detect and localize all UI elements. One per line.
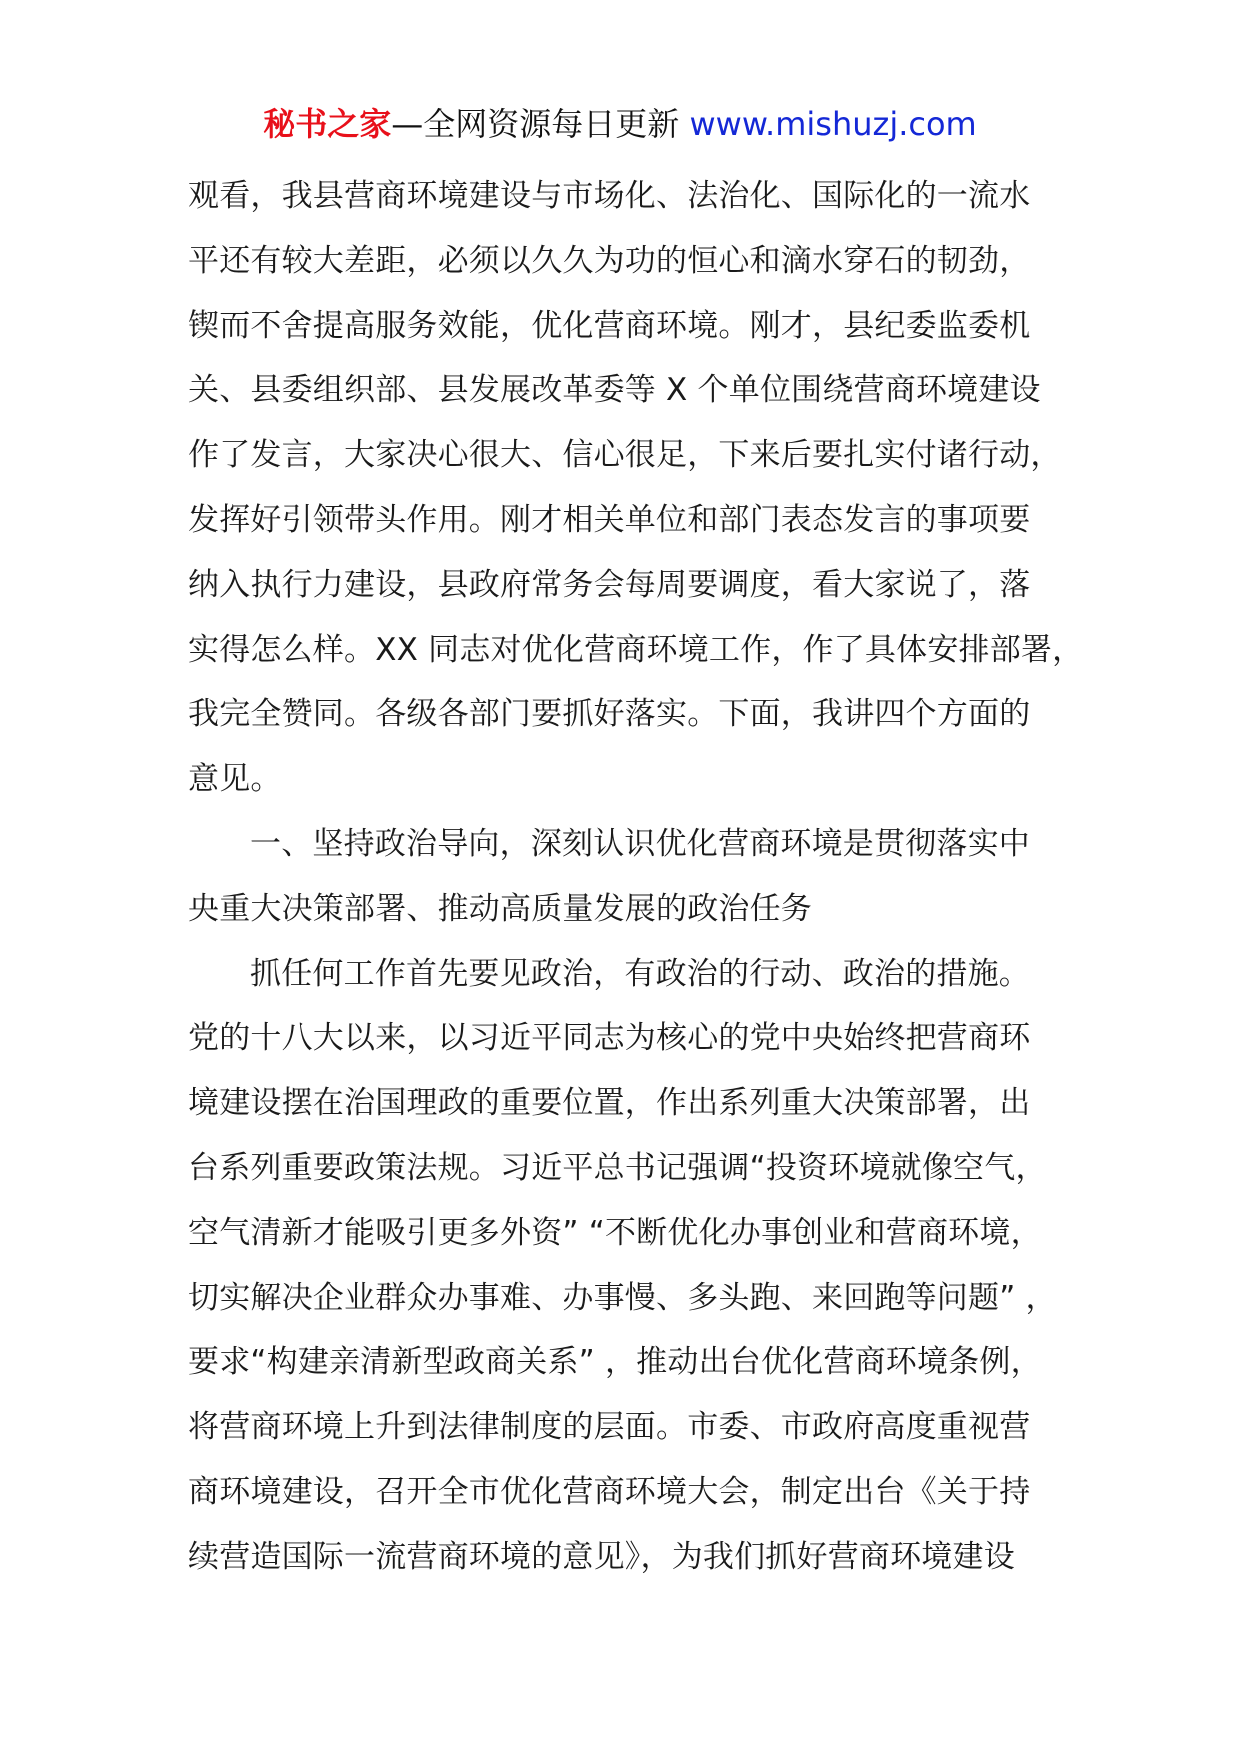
text-line: 纳入执行力建设，县政府常务会每周要调度，看大家说了，落: [188, 566, 1031, 603]
header-tagline: —全网资源每日更新: [391, 105, 690, 143]
text-line: 实得怎么样。XX 同志对优化营商环境工作，作了具体安排部署，: [188, 631, 1084, 668]
text-line: 境建设摆在治国理政的重要位置，作出系列重大决策部署，出: [188, 1085, 1031, 1122]
text-line: 意见。: [188, 761, 282, 798]
page-header: [0, 98, 1240, 150]
text-line: 续营造国际一流营商环境的意见》，为我们抓好营商环境建设: [188, 1538, 1015, 1575]
text-line: 关、县委组织部、县发展改革委等 X 个单位围绕营商环境建设: [188, 372, 1041, 409]
section-heading-line: 一、坚持政治导向，深刻认识优化营商环境是贯彻落实中: [250, 825, 1030, 862]
text-line: 锲而不舍提高服务效能，优化营商环境。刚才，县纪委监委机: [188, 307, 1031, 344]
text-line: 党的十八大以来，以习近平同志为核心的党中央始终把营商环: [188, 1020, 1031, 1057]
text-line: 抓任何工作首先要见政治，有政治的行动、政治的措施。: [250, 955, 1030, 992]
site-url-link[interactable]: www.mishuzj.com: [689, 105, 977, 143]
brand-name: 秘书之家: [263, 105, 392, 143]
text-line: 将营商环境上升到法律制度的层面。市委、市政府高度重视营: [188, 1409, 1031, 1446]
text-line: 观看，我县营商环境建设与市场化、法治化、国际化的一流水: [188, 178, 1031, 214]
text-line: 发挥好引领带头作用。刚才相关单位和部门表态发言的事项要: [188, 501, 1031, 538]
document-body: [188, 164, 1088, 1590]
text-line: 平还有较大差距，必须以久久为功的恒心和滴水穿石的韧劲，: [188, 242, 1031, 279]
text-line: 要求“构建亲清新型政商关系” ，推动出台优化营商环境条例，: [188, 1344, 1042, 1381]
section-heading-line: 央重大决策部署、推动高质量发展的政治任务: [188, 890, 812, 927]
text-line: 商环境建设，召开全市优化营商环境大会，制定出台《关于持: [188, 1473, 1031, 1510]
text-line: 我完全赞同。各级各部门要抓好落实。下面，我讲四个方面的: [188, 696, 1031, 733]
text-line: 作了发言，大家决心很大、信心很足，下来后要扎实付诸行动，: [188, 437, 1062, 474]
text-line: 切实解决企业群众办事难、办事慢、多头跑、来回跑等问题” ，: [188, 1279, 1057, 1316]
text-line: 空气清新才能吸引更多外资” “不断优化办事创业和营商环境，: [188, 1214, 1042, 1251]
text-line: 台系列重要政策法规。习近平总书记强调“投资环境就像空气，: [188, 1149, 1047, 1186]
